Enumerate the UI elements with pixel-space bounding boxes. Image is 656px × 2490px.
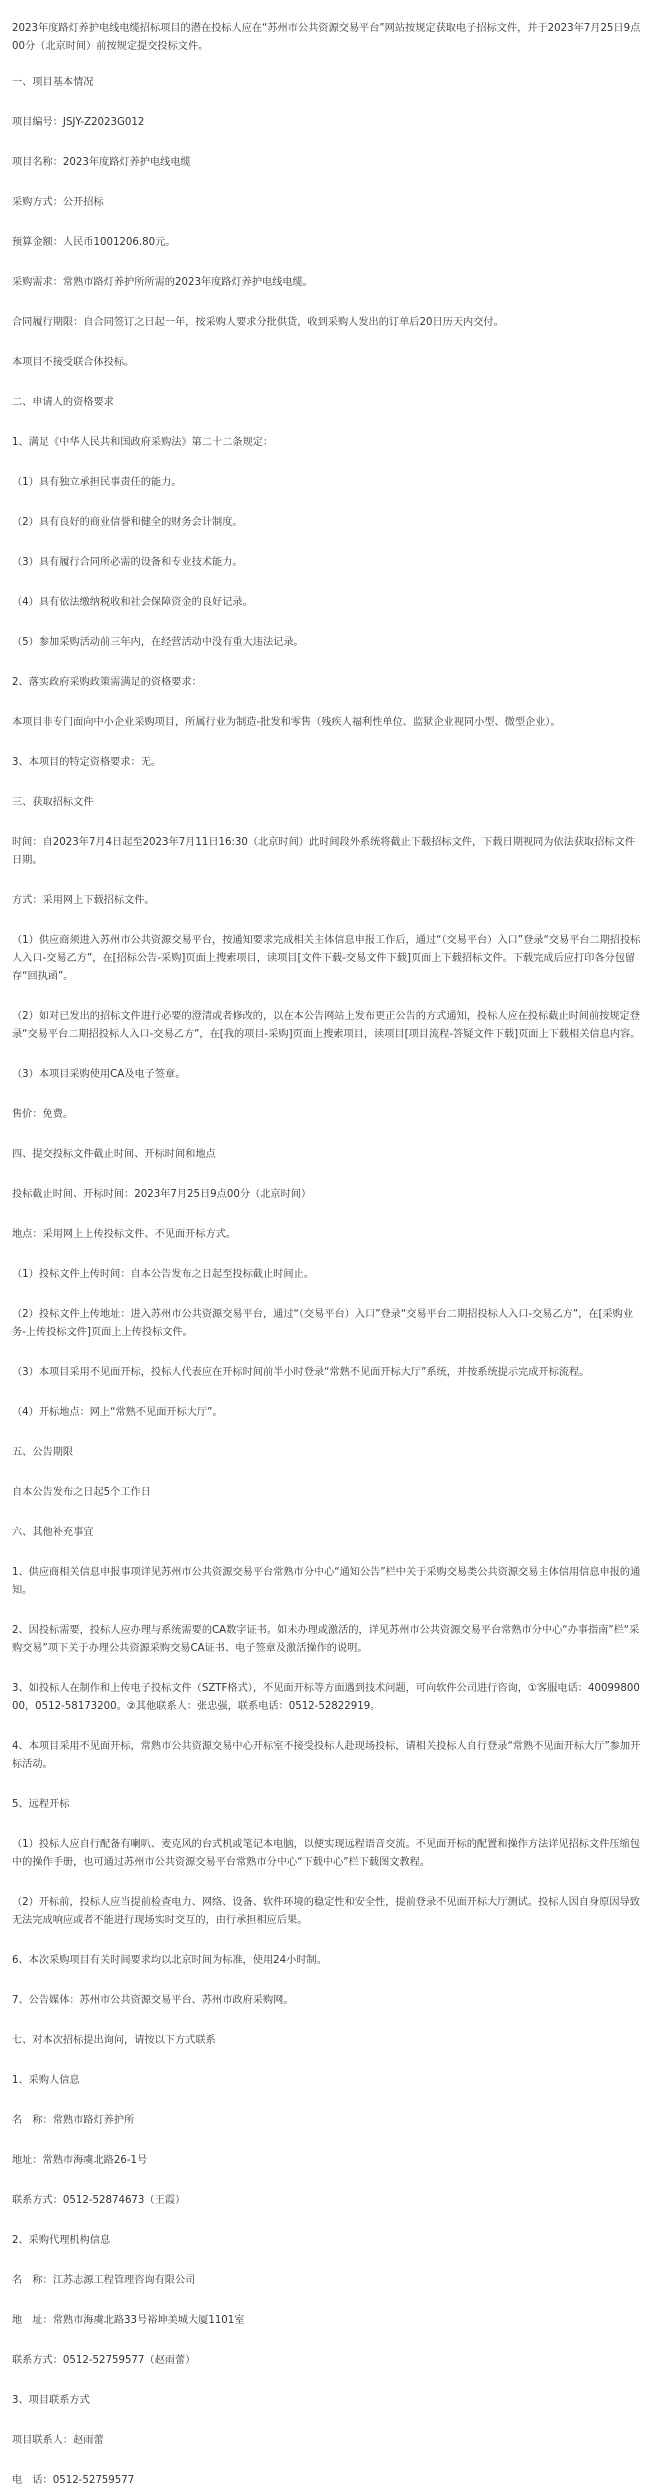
- consortium-note: 本项目不接受联合体投标。: [12, 357, 135, 368]
- qualification-item-3: （3）具有履行合同所必需的设备和专业技术能力。: [12, 557, 243, 568]
- section-heading-contact: 七、对本次招标提出询问，请按以下方式联系: [12, 2035, 216, 2046]
- project-name: 项目名称：2023年度路灯养护电线电缆: [12, 157, 191, 168]
- obtain-time: 时间：自2023年7月4日起至2023年7月11日16:30（北京时间）此时间段外系统将截止下载招标文件，下载日期视同为依法获取招标文件日期。: [12, 837, 635, 866]
- obtain-method: 方式：采用网上下载招标文件。: [12, 895, 155, 906]
- other-item-7: 7、公告媒体：苏州市公共资源交易平台、苏州市政府采购网。: [12, 1995, 294, 2006]
- qualification-law: 1、满足《中华人民共和国政府采购法》第二十二条规定：: [12, 437, 274, 448]
- specific-requirement: 3、本项目的特定资格要求：无。: [12, 757, 162, 768]
- notice-period: 自本公告发布之日起5个工作日: [12, 1487, 151, 1498]
- remote-opening-note: （3）本项目采用不见面开标，投标人代表应在开标时间前半小时登录“常熟不见面开标大厅”系统，并按系统提示完成开标流程。: [12, 1367, 590, 1378]
- other-item-4: 4、本项目采用不见面开标，常熟市公共资源交易中心开标室不接受投标人赴现场投标，请相关投标人自行登录“常熟不见面开标大厅”参加开标活动。: [12, 1741, 641, 1770]
- other-item-6: 6、本次采购项目有关时间要求均以北京时间为标准，使用24小时制。: [12, 1955, 327, 1966]
- agency-heading: 2、采购代理机构信息: [12, 2235, 111, 2246]
- policy-requirement: 2、落实政府采购政策需满足的资格要求：: [12, 677, 202, 688]
- procurement-method: 采购方式：公开招标: [12, 197, 104, 208]
- remote-opening-item-2: （2）开标前，投标人应当提前检查电力、网络、设备、软件环境的稳定性和安全性，提前登录不见面开标大厅测试。投标人因自身原因导致无法完成响应或者不能进行现场实时交互的，由行承担相应后果。: [12, 1897, 640, 1926]
- upload-time: （1）投标文件上传时间：自本公告发布之日起至投标截止时间止。: [12, 1269, 314, 1280]
- project-contact-person: 项目联系人：赵雨蕾: [12, 2435, 104, 2446]
- section-heading-basic-info: 一、项目基本情况: [12, 77, 94, 88]
- other-item-1: 1、供应商相关信息申报事项详见苏州市公共资源交易平台常熟市分中心“通知公告”栏中关于采购交易类公共资源交易主体信用信息申报的通知。: [12, 1567, 641, 1596]
- section-heading-obtain-docs: 三、获取招标文件: [12, 797, 94, 808]
- qualification-item-2: （2）具有良好的商业信誉和健全的财务会计制度。: [12, 517, 243, 528]
- upload-address: （2）投标文件上传地址：进入苏州市公共资源交易平台，通过“（交易平台）入口”登录“交易平台二期招投标人入口-交易乙方”，在[采购业务-上传投标文件]页面上上传投标文件。: [12, 1309, 634, 1338]
- purchaser-heading: 1、采购人信息: [12, 2075, 80, 2086]
- remote-opening-item-1: （1）投标人应自行配备有喇叭、麦克风的台式机或笔记本电脑，以便实现远程语音交流。不见面开标的配置和操作方法详见招标文件压缩包中的操作手册，也可通过苏州市公共资源交易平台常熟市分中心“下载中心”栏下载图文教程。: [12, 1839, 640, 1868]
- obtain-step-2: （2）如对已发出的招标文件进行必要的澄清或者修改的，以在本公告网站上发布更正公告的方式通知，投标人应在投标截止时间前按规定登录“交易平台二期招投标人入口-交易乙方”，在[我的项目-采购]页面上搜索项目，读项目[项目流程-答疑文件下载]页面上下载相关信息内容。: [12, 1011, 641, 1040]
- obtain-step-1: （1）供应商须进入苏州市公共资源交易平台，按通知要求完成相关主体信息申报工作后，通过“（交易平台）入口”登录“交易平台二期招投标人入口-交易乙方”，在[招标公告-采购]页面上搜索项目，读项目[文件下载-交易文件下载]页面上下载招标文件。下载完成后应打印各分包留存“回执函”。: [12, 935, 641, 982]
- budget-amount: 预算金额：人民币1001206.80元。: [12, 237, 176, 248]
- qualification-item-1: （1）具有独立承担民事责任的能力。: [12, 477, 182, 488]
- agency-address: 地 址：常熟市海虞北路33号裕坤美城大厦1101室: [12, 2315, 245, 2326]
- other-item-3: 3、如投标人在制作和上传电子投标文件（SZTF格式），不见面开标等方面遇到技术问题，可向软件公司进行咨询，①客服电话：4009980000，0512-58173200。②其他联系人：张忠强，联系电话：0512-52822919。: [12, 1683, 640, 1712]
- section-heading-submission: 四、提交投标文件截止时间、开标时间和地点: [12, 1149, 216, 1160]
- project-contact-heading: 3、项目联系方式: [12, 2395, 90, 2406]
- section-heading-qualification: 二、申请人的资格要求: [12, 397, 114, 408]
- opening-location: （4）开标地点：网上“常熟不见面开标大厅”。: [12, 1407, 223, 1418]
- qualification-item-4: （4）具有依法缴纳税收和社会保障资金的良好记录。: [12, 597, 253, 608]
- purchaser-name: 名 称：常熟市路灯养护所: [12, 2115, 135, 2126]
- agency-contact: 联系方式：0512-52759577（赵雨蕾）: [12, 2355, 196, 2366]
- section-heading-other: 六、其他补充事宜: [12, 1527, 94, 1538]
- sme-note: 本项目非专门面向中小企业采购项目，所属行业为制造-批发和零售（残疾人福利性单位、监狱企业视同小型、微型企业）。: [12, 717, 561, 728]
- section-heading-notice-period: 五、公告期限: [12, 1447, 74, 1458]
- intro-paragraph: 2023年度路灯养护电线电缆招标项目的潜在投标人应在“苏州市公共资源交易平台”网站按规定获取电子招标文件，并于2023年7月25日9点00分（北京时间）前按规定提交投标文件。: [12, 23, 641, 52]
- project-contact-phone: 电 话：0512-52759577: [12, 2475, 135, 2486]
- contract-period: 合同履行期限：自合同签订之日起一年，按采购人要求分批供货，收到采购人发出的订单后20日历天内交付。: [12, 317, 504, 328]
- qualification-item-5: （5）参加采购活动前三年内，在经营活动中没有重大违法记录。: [12, 637, 304, 648]
- deadline: 投标截止时间、开标时间：2023年7月25日9点00分（北京时间）: [12, 1189, 312, 1200]
- other-item-5-heading: 5、远程开标: [12, 1799, 70, 1810]
- project-number: 项目编号：JSJY-Z2023G012: [12, 117, 145, 128]
- price-note: 售价：免费。: [12, 1109, 74, 1120]
- procurement-requirement: 采购需求：常熟市路灯养护所所需的2023年度路灯养护电线电缆。: [12, 277, 313, 288]
- other-item-2: 2、因投标需要，投标人应办理与系统需要的CA数字证书。如未办理或激活的，详见苏州市公共资源交易平台常熟市分中心“办事指南”栏“采购交易”项下关于办理公共资源采购交易CA证书、电子签章及激活操作的说明。: [12, 1625, 640, 1654]
- location: 地点：采用网上上传投标文件、不见面开标方式。: [12, 1229, 237, 1240]
- purchaser-address: 地址：常熟市海虞北路26-1号: [12, 2155, 148, 2166]
- purchaser-contact: 联系方式：0512-52874673（王霞）: [12, 2195, 186, 2206]
- agency-name: 名 称：江苏志源工程管理咨询有限公司: [12, 2275, 196, 2286]
- obtain-step-3: （3）本项目采购使用CA及电子签章。: [12, 1069, 186, 1080]
